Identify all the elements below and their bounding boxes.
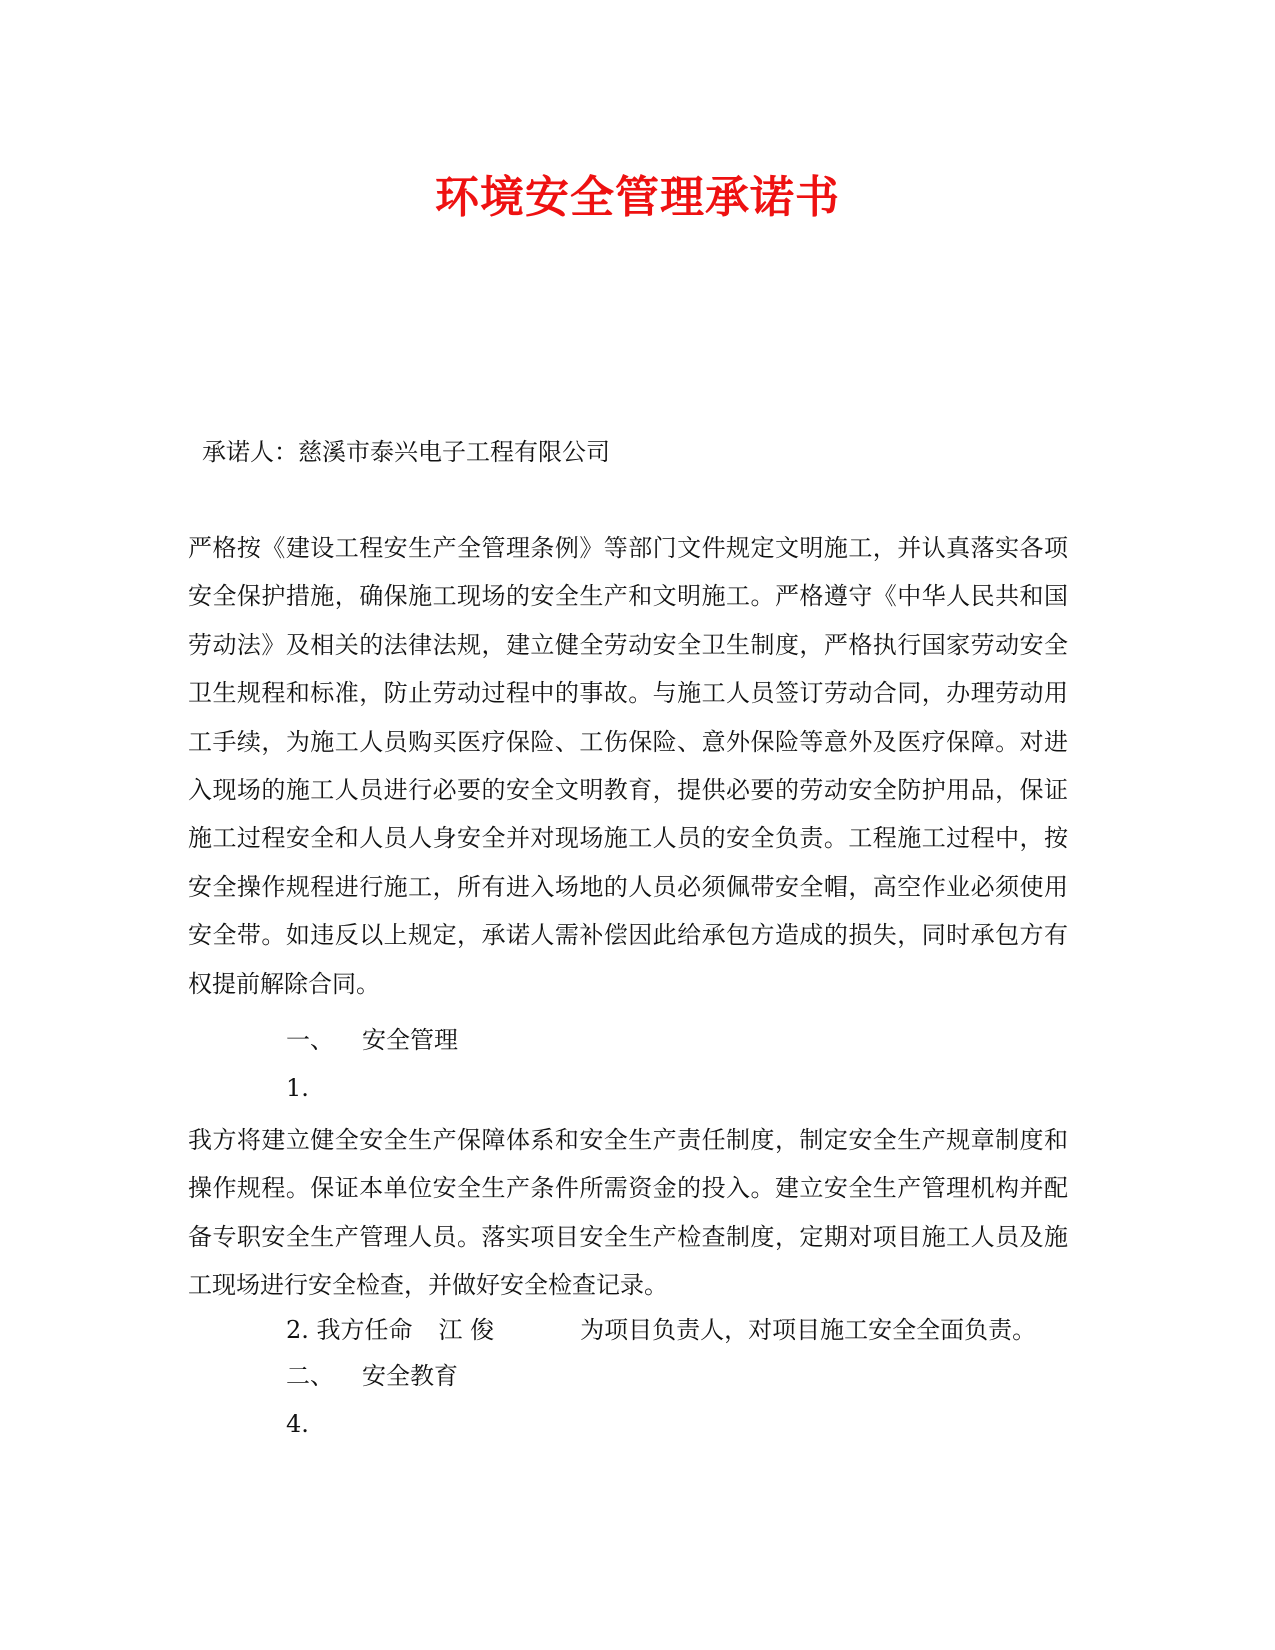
section-number: 一、 bbox=[286, 1026, 334, 1054]
item-2-prefix: 2. 我方任命 bbox=[286, 1316, 413, 1344]
promisor-line bbox=[202, 434, 610, 470]
main-paragraph: 严格按《建设工程安生产全管理条例》等部门文件规定文明施工，并认真落实各项安全保护措施，确保施工现场的安全生产和文明施工。严格遵守《中华人民共和国劳动法》及相关的法律法规，建立健全劳动安全卫生制度，严格执行国家劳动安全卫生规程和标准，防止劳动过程中的事故。与施工人员签订劳动合同，办理劳动用工手续，为施工人员购买医疗保险、工伤保险、意外保险等意外及医疗保障。对进入现场的施工人员进行必要的安全文明教育，提供必要的劳动安全防护用品，保证施工过程安全和人员人身安全并对现场施工人员的安全负责。工程施工过程中，按安全操作规程进行施工，所有进入场地的人员必须佩带安全帽，高空作业必须使用安全带。如违反以上规定，承诺人需补偿因此给承包方造成的损失，同时承包方有权提前解除合同。 bbox=[188, 534, 1068, 998]
section-heading-safety-education bbox=[286, 1358, 458, 1394]
item-2-suffix: 为项目负责人，对项目施工安全全面负责。 bbox=[580, 1316, 1037, 1344]
item-number: 1. bbox=[286, 1074, 309, 1102]
item-2-line bbox=[286, 1312, 1036, 1348]
promisor-label: 承诺人： bbox=[202, 438, 298, 466]
item-number: 4. bbox=[286, 1410, 309, 1438]
section-label: 安全管理 bbox=[362, 1026, 458, 1054]
section-number: 二、 bbox=[286, 1362, 334, 1390]
document-title: 环境安全管理承诺书 bbox=[435, 172, 840, 223]
section-label: 安全教育 bbox=[362, 1362, 458, 1390]
project-leader-name: 江 俊 bbox=[438, 1316, 495, 1344]
item-1-paragraph: 我方将建立健全安全生产保障体系和安全生产责任制度，制定安全生产规章制度和操作规程。保证本单位安全生产条件所需资金的投入。建立安全生产管理机构并配备专职安全生产管理人员。落实项目安全生产检查制度，定期对项目施工人员及施工现场进行安全检查，并做好安全检查记录。 bbox=[188, 1126, 1068, 1300]
promisor-name: 慈溪市泰兴电子工程有限公司 bbox=[298, 438, 610, 466]
section-heading-safety-management bbox=[286, 1022, 458, 1058]
